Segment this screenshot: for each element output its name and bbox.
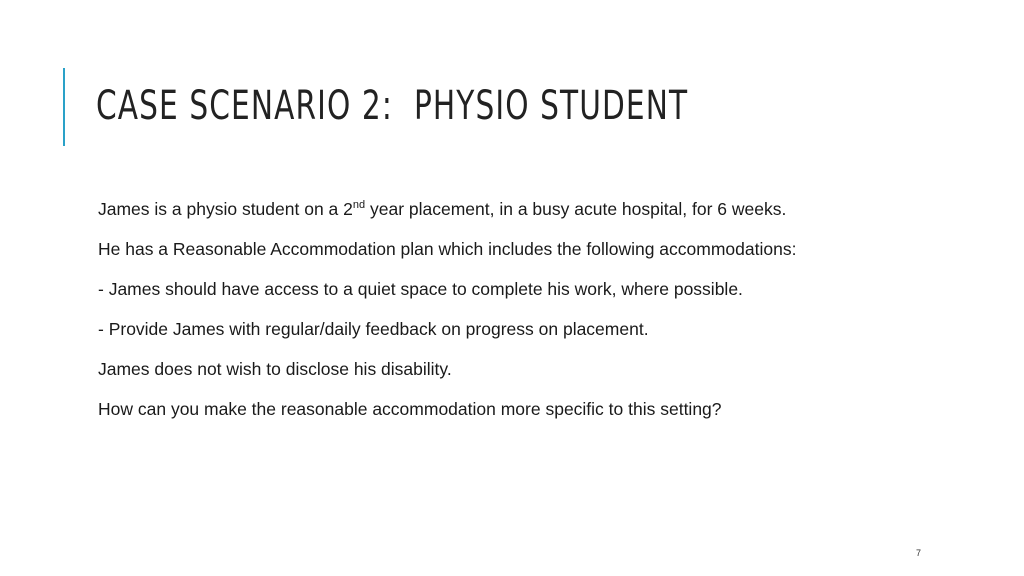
title-accent-bar — [63, 68, 65, 146]
paragraph-placement-end: year placement, in a busy acute hospital, for 6 weeks. — [365, 199, 787, 219]
ordinal-suffix: nd — [352, 199, 366, 211]
paragraph-placement — [98, 196, 888, 222]
slide-title: CASE SCENARIO 2: PHYSIO STUDENT — [96, 83, 689, 129]
bullet-feedback: - Provide James with regular/daily feedback on progress on placement. — [98, 319, 649, 339]
paragraph-placement-start: James is a physio student on a 2 — [98, 199, 353, 219]
page-number: 7 — [916, 548, 922, 558]
bullet-quiet-space: - James should have access to a quiet space to complete his work, where possible. — [98, 279, 743, 299]
paragraph-disclosure: James does not wish to disclose his disability. — [98, 359, 452, 379]
paragraph-question: How can you make the reasonable accommodation more specific to this setting? — [98, 399, 722, 419]
slide-body — [98, 196, 888, 436]
paragraph-accommodation-plan: He has a Reasonable Accommodation plan which includes the following accommodations: — [98, 239, 797, 259]
